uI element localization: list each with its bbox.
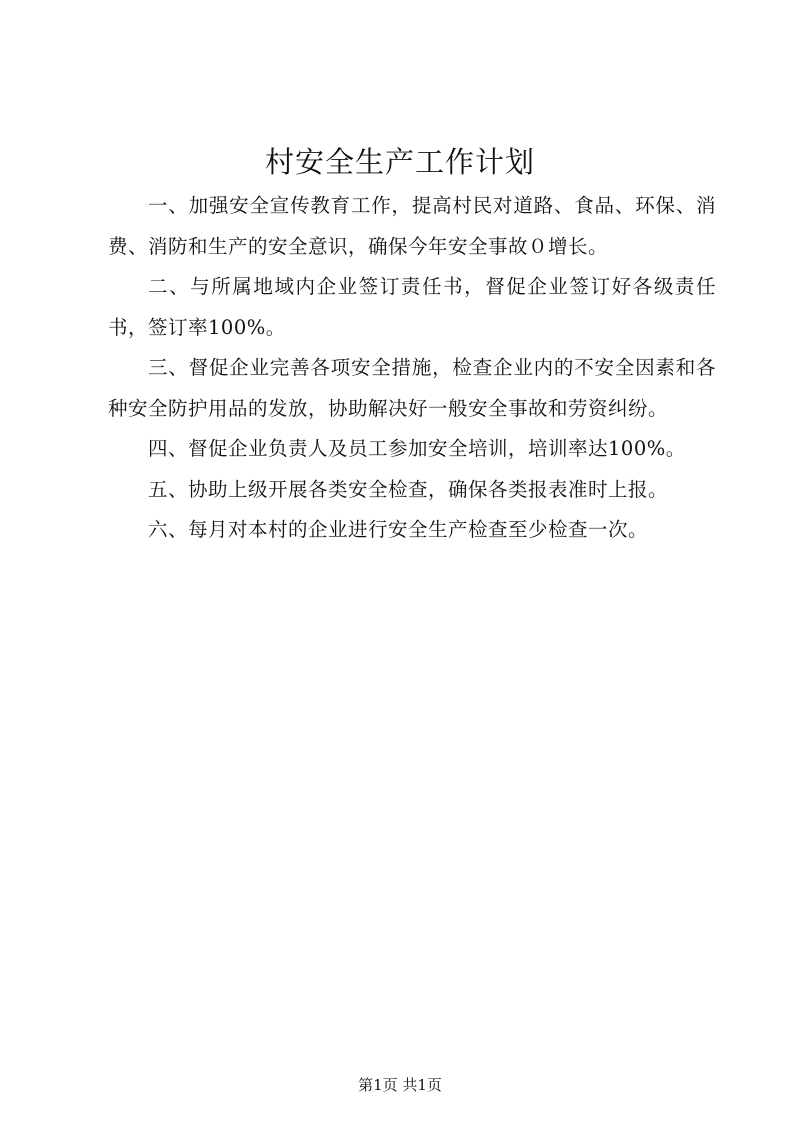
paragraph-5: 五、协助上级开展各类安全检查，确保各类报表准时上报。 — [148, 477, 669, 501]
paragraph-3: 三、督促企业完善各项安全措施，检查企业内的不安全因素和各种安全防护用品的发放，协助解决好一般安全事故和劳资纠纷。 — [108, 356, 716, 420]
document-body — [108, 186, 716, 551]
paragraph-4: 四、督促企业负责人及员工参加安全培训，培训率达100%。 — [148, 437, 686, 460]
page-footer: 第1页 共1页 — [358, 1076, 442, 1094]
paragraph-6: 六、每月对本村的企业进行安全生产检查至少检查一次。 — [148, 518, 649, 541]
paragraph-1: 一、加强安全宣传教育工作，提高村民对道路、食品、环保、消费、消防和生产的安全意识，确保今年安全事故０增长。 — [108, 194, 716, 258]
paragraph-2: 二、与所属地域内企业签订责任书，督促企业签订好各级责任书，签订率100%。 — [108, 275, 716, 339]
document-title: 村安全生产工作计划 — [264, 145, 535, 179]
